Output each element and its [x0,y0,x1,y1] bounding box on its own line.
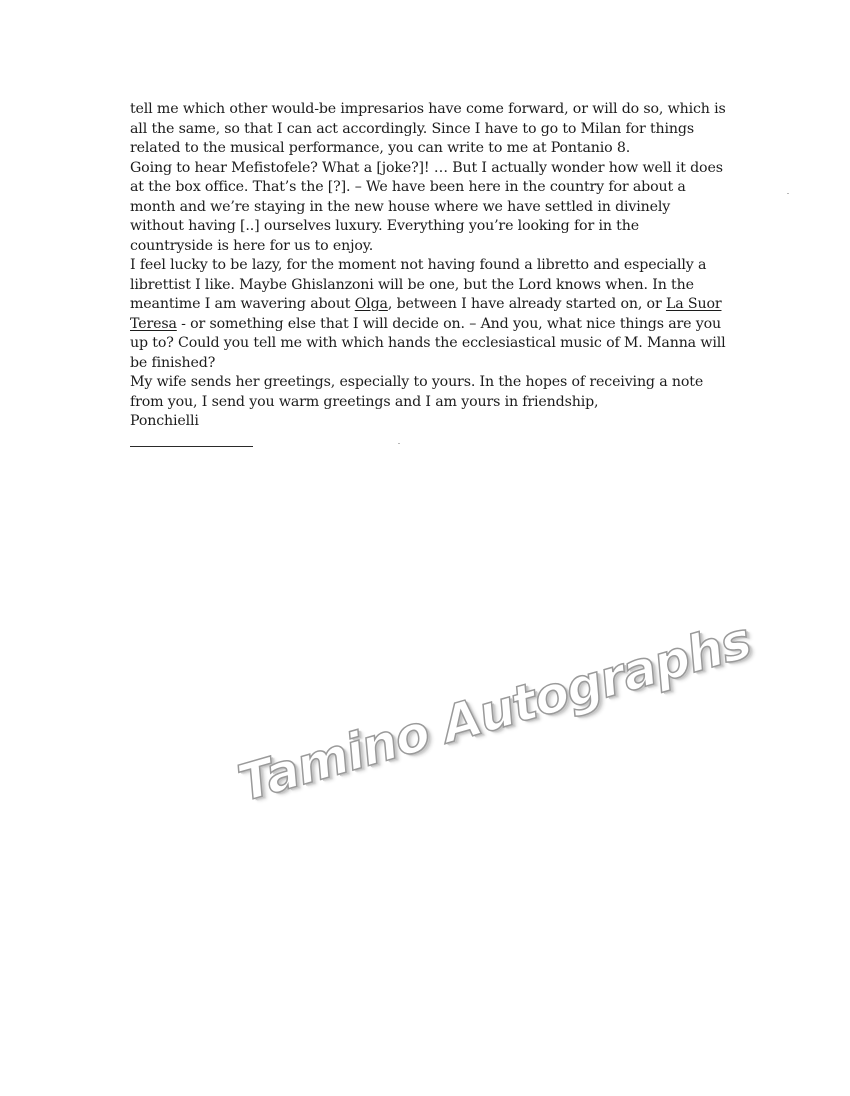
letter-line: without having [..] ourselves luxury. Everything you’re looking for in the [130,218,639,234]
letter-line [130,295,740,315]
letter-text: , between I have already started on, or [387,296,666,312]
letter-line: tell me which other would-be impresarios have come forward, or will do so, which is [130,101,726,117]
opera-title-la-suor-teresa: La Suor [665,296,722,312]
letter-line: Going to hear Mefistofele? What a [joke?]! … But I actually wonder how well it does [130,159,723,176]
letter-line: month and we’re staying in the new house where we have settled in divinely [130,198,671,215]
scan-speck [787,193,789,194]
letter-text: - or something else that I will decide on. – And you, what nice things are you [176,315,722,332]
opera-title-olga: Olga [354,296,388,312]
letter-line: all the same, so that I can act accordingly. Since I have to go to Milan for things [130,120,694,137]
letter-line: up to? Could you tell me with which hands the ecclesiastical music of M. Manna will [130,335,726,351]
letter-line: My wife sends her greetings, especially to yours. In the hopes of receiving a note [130,374,704,390]
letter-text: meantime I am wavering about [130,296,355,312]
scan-speck [398,443,400,444]
letter-line: related to the musical performance, you can write to me at Pontanio 8. [130,140,631,156]
letter-line: I feel lucky to be lazy, for the moment not having found a libretto and especially a [130,257,707,273]
letter-line: countryside is here for us to enjoy. [130,237,374,254]
signature-rule [130,446,253,447]
letter-line [130,315,740,335]
letter-line: at the box office. That’s the [?]. – We have been here in the country for about a [130,179,686,195]
watermark: Tamino Autographs [232,611,757,813]
opera-title-la-suor-teresa-continued: Teresa [130,315,177,332]
letter-line: librettist I like. Maybe Ghislanzoni will be one, but the Lord knows when. In the [130,276,694,293]
signature: Ponchielli [130,413,199,429]
letter-body [130,100,740,447]
letter-line: from you, I send you warm greetings and I am yours in friendship, [130,393,599,410]
letter-line: be finished? [130,354,216,371]
